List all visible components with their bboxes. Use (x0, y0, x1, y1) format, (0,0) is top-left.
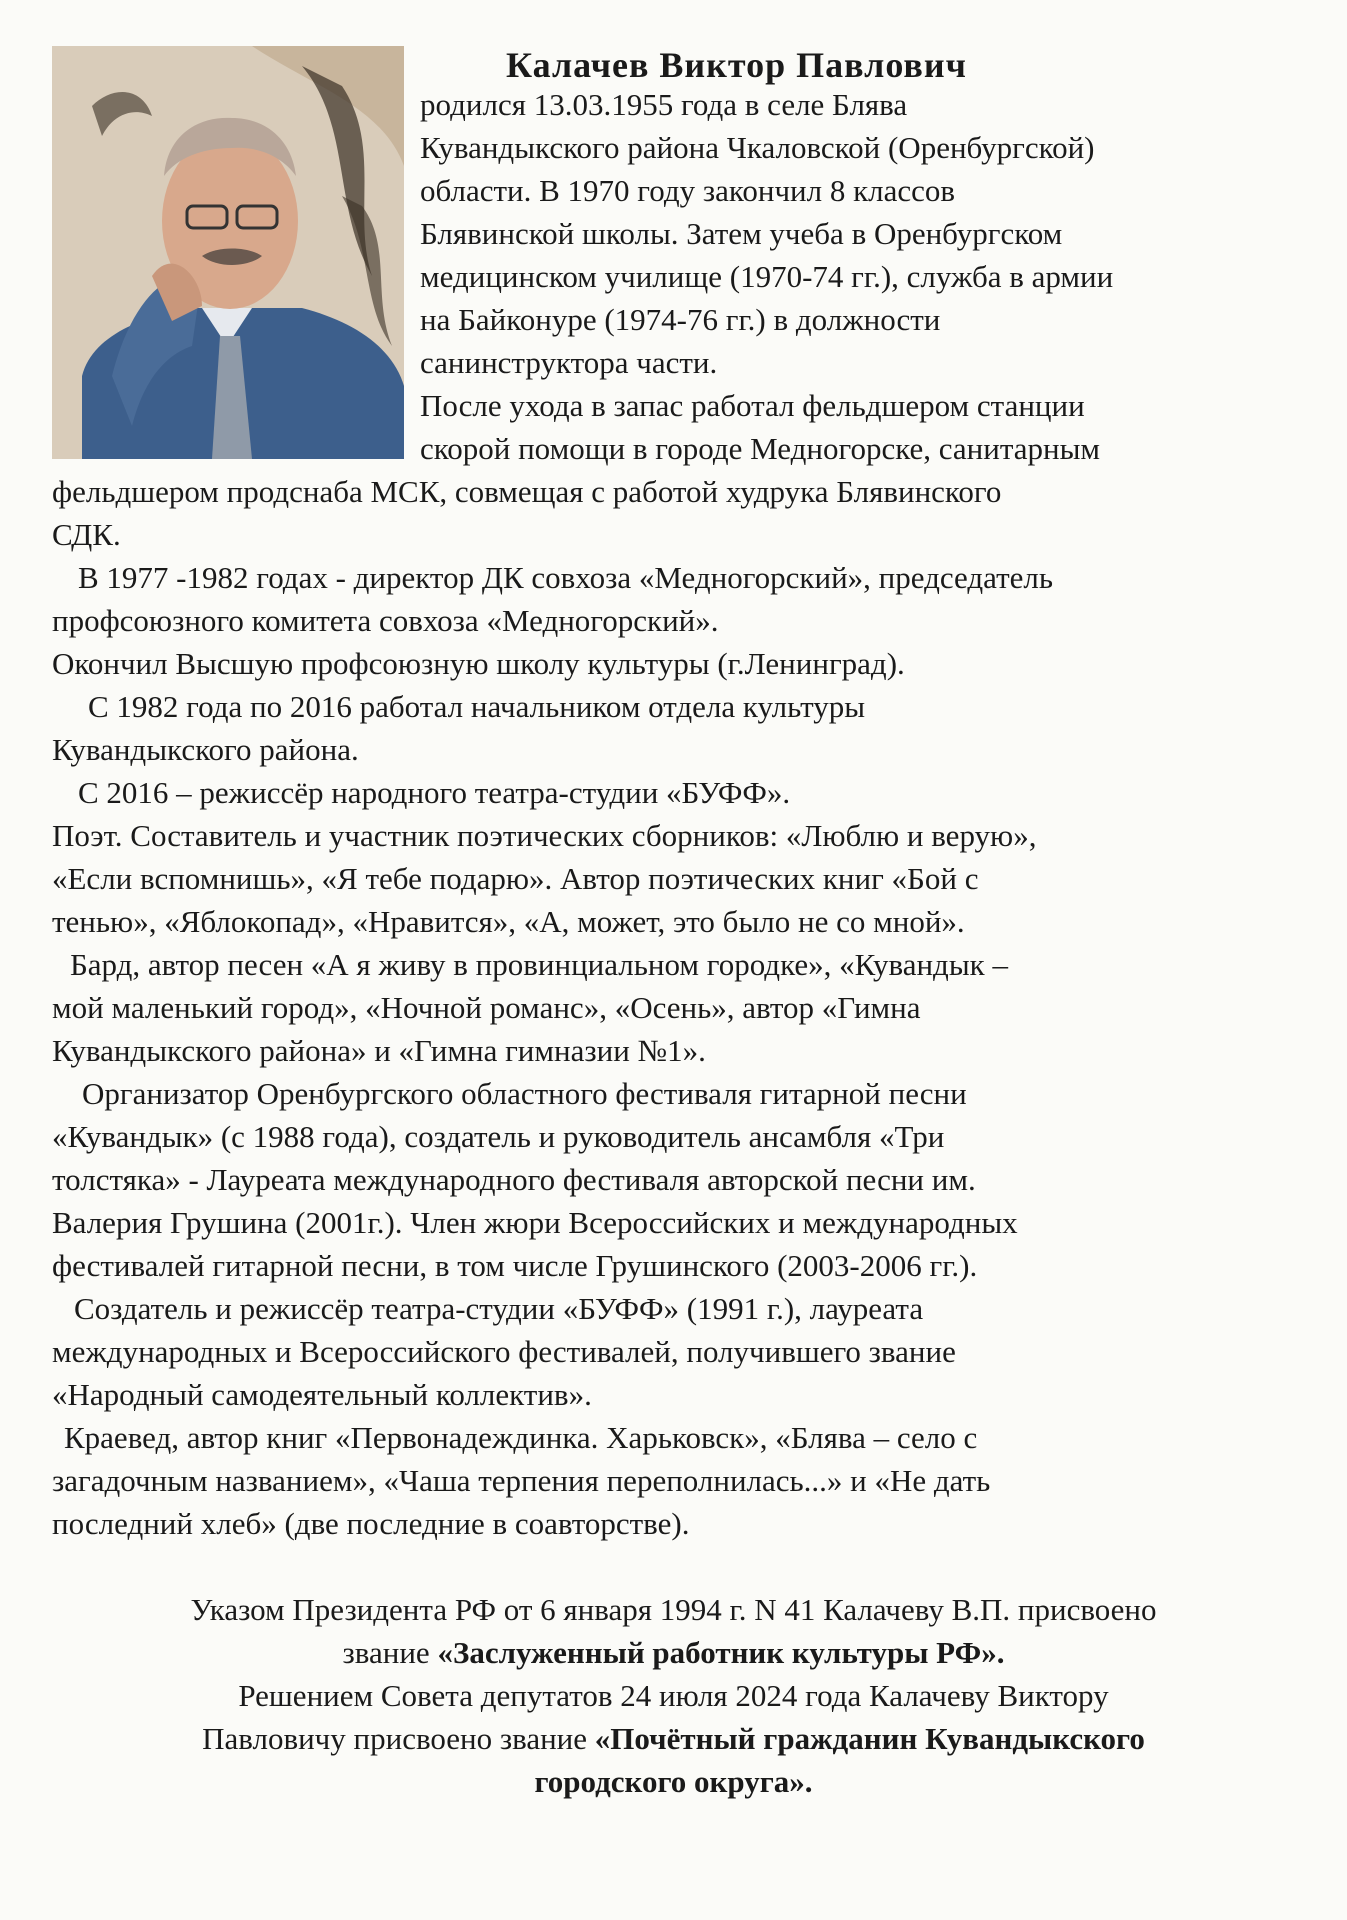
body-line: С 1982 года по 2016 работал начальником отдела культуры (88, 689, 866, 724)
body-line: тенью», «Яблокопад», «Нравится», «А, может, это было не со мной». (52, 904, 965, 939)
body-line: Поэт. Составитель и участник поэтических сборников: «Люблю и верую», (52, 818, 1037, 853)
body-line: «Если вспомнишь», «Я тебе подарю». Автор поэтических книг «Бой с (52, 861, 979, 896)
intro-line: Кувандыкского района Чкаловской (Оренбургской) (420, 130, 1095, 165)
body-line: «Кувандык» (с 1988 года), создатель и руководитель ансамбля «Три (52, 1119, 945, 1154)
body-line: фестивалей гитарной песни, в том числе Грушинского (2003-2006 гг.). (52, 1248, 978, 1283)
body-line: Валерия Грушина (2001г.). Член жюри Всероссийских и международных (52, 1205, 1018, 1240)
award-line (0, 1631, 1347, 1674)
body-line: Организатор Оренбургского областного фестиваля гитарной песни (82, 1076, 967, 1111)
body-line: Краевед, автор книг «Первонадеждинка. Харьковск», «Блява – село с (64, 1420, 978, 1455)
body-line: В 1977 -1982 годах - директор ДК совхоза «Медногорский», председатель (78, 560, 1054, 595)
intro-line: на Байконуре (1974-76 гг.) в должности (420, 302, 941, 337)
portrait-photo (52, 46, 404, 459)
award-line (0, 1760, 1347, 1803)
body-line: Окончил Высшую профсоюзную школу культуры (г.Ленинград). (52, 646, 905, 681)
intro-line: родился 13.03.1955 года в селе Блява (420, 87, 908, 122)
body-line: Кувандыкского района» и «Гимна гимназии №1». (52, 1033, 706, 1068)
award-title: городского округа». (534, 1764, 813, 1799)
body-line: Бард, автор песен «А я живу в провинциальном городке», «Кувандык – (70, 947, 1008, 982)
person-name: Калачев Виктор Павлович (506, 45, 967, 85)
body-line: последний хлеб» (две последние в соавторстве). (52, 1506, 690, 1541)
body-line: Кувандыкского района. (52, 732, 359, 767)
body-line: фельдшером продснаба МСК, совмещая с работой худрука Блявинского (52, 474, 1002, 509)
body-line: Создатель и режиссёр театра-студии «БУФФ» (1991 г.), лауреата (74, 1291, 924, 1326)
award-title: «Почётный гражданин Кувандыкского (594, 1721, 1145, 1756)
award-line: Решением Совета депутатов 24 июля 2024 года Калачеву Виктору (238, 1678, 1109, 1713)
body-line: загадочным названием», «Чаша терпения переполнилась...» и «Не дать (52, 1463, 991, 1498)
award-prefix: звание (342, 1635, 438, 1670)
intro-line: скорой помощи в городе Медногорске, санитарным (420, 431, 1101, 466)
intro-line: Блявинской школы. Затем учеба в Оренбургском (420, 216, 1063, 251)
intro-line: санинструктора части. (420, 345, 718, 380)
intro-line: После ухода в запас работал фельдшером станции (420, 388, 1085, 423)
body-line: СДК. (52, 517, 121, 552)
body-line: толстяка» - Лауреата международного фестиваля авторской песни им. (52, 1162, 976, 1197)
award-line: Указом Президента РФ от 6 января 1994 г. N 41 Калачеву В.П. присвоено (190, 1592, 1157, 1627)
body-line: «Народный самодеятельный коллектив». (52, 1377, 592, 1412)
award-line (0, 1717, 1347, 1760)
body-line: С 2016 – режиссёр народного театра-студии «БУФФ». (78, 775, 791, 810)
award-prefix: Павловичу присвоено звание (202, 1721, 595, 1756)
intro-line: области. В 1970 году закончил 8 классов (420, 173, 956, 208)
body-line: мой маленький город», «Ночной романс», «Осень», автор «Гимна (52, 990, 921, 1025)
body-line: международных и Всероссийского фестивалей, получившего звание (52, 1334, 956, 1369)
body-line: профсоюзного комитета совхоза «Медногорский». (52, 603, 719, 638)
award-title: «Заслуженный работник культуры РФ». (437, 1635, 1005, 1670)
intro-line: медицинском училище (1970-74 гг.), служба в армии (420, 259, 1114, 294)
portrait-photo-icon (52, 46, 404, 459)
